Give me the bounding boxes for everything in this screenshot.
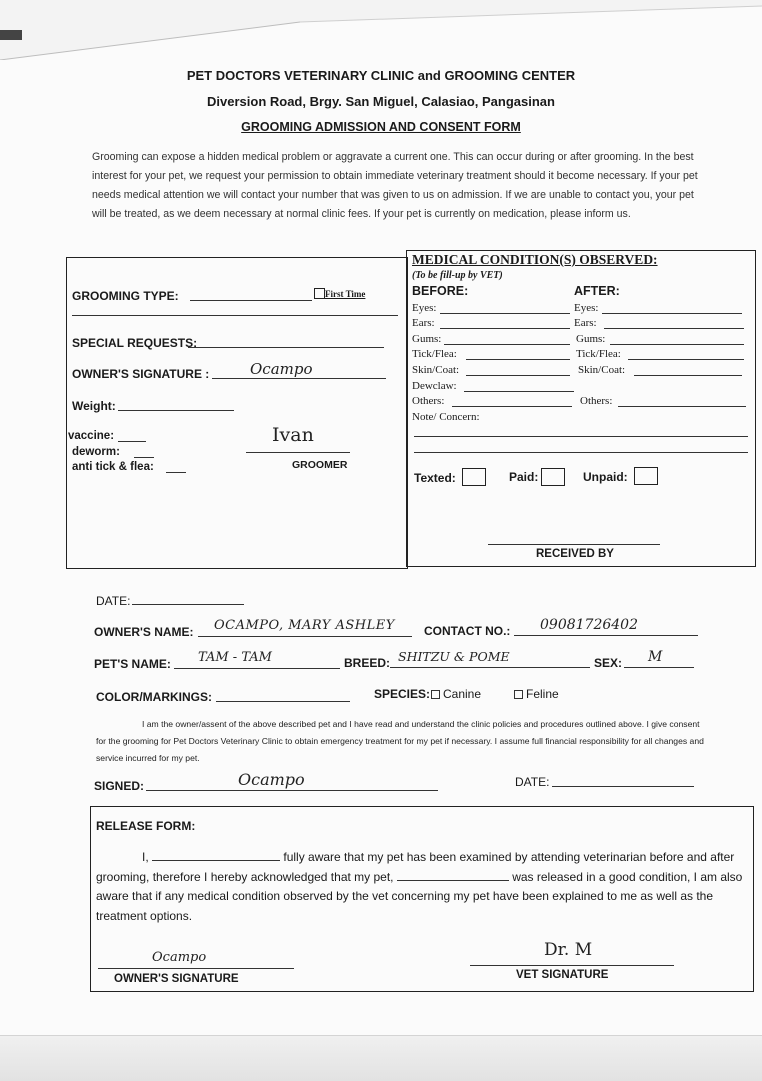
after-eyes: Eyes: [574,302,599,314]
groomer-label: GROOMER [292,459,348,471]
consent-text-1: I am the owner/assent of the above described pet and I have read and understand the clinic policies and procedures outlined above. [142,719,645,729]
unpaid-checkbox[interactable] [634,467,658,485]
first-time-checkbox[interactable] [314,288,325,299]
feline-option[interactable] [514,687,559,701]
weight-field[interactable] [118,410,234,411]
after-ears: Ears: [574,317,597,329]
note-concern-line-1[interactable] [414,436,748,437]
after-eyes-field[interactable] [602,313,742,314]
paid-label: Paid: [509,470,539,484]
canine-checkbox[interactable] [431,690,440,699]
breed-label: BREED: [344,656,391,670]
grooming-type-label: GROOMING TYPE: [72,289,179,303]
signed-label: SIGNED: [94,779,145,793]
consent-date-field[interactable] [552,786,694,787]
texted-checkbox[interactable] [462,468,486,486]
before-eyes-field[interactable] [440,313,570,314]
release-text-c: was released in a good condition, I am also aware that if any medical condition observed by the vet concerning my pet have been explained to me as well as the treatment options. [96,869,743,923]
scan-bottom-edge [0,1035,762,1081]
canine-label: Canine [443,687,482,701]
sex-field[interactable] [624,667,694,668]
owner-name-field[interactable] [198,636,412,637]
contact-field[interactable] [514,635,698,636]
clinic-name: PET DOCTORS VETERINARY CLINIC and GROOMING CENTER [186,68,576,83]
consent-paragraph [96,716,706,767]
unpaid-label: Unpaid: [583,470,628,484]
release-owner-signature-label: OWNER'S SIGNATURE [114,973,239,985]
before-others-field[interactable] [452,406,572,407]
date-label: DATE: [96,594,131,608]
release-owner-signature: Ocampo [152,950,207,965]
signed-value: Ocampo [238,770,305,789]
release-text-a: I, [142,850,149,864]
feline-checkbox[interactable] [514,690,523,699]
before-gums-field[interactable] [444,344,570,345]
note-concern-line-2[interactable] [414,452,748,453]
color-markings-field[interactable] [216,701,350,702]
vet-signature-label: VET SIGNATURE [516,969,609,981]
canine-option[interactable] [431,687,481,701]
before-eyes: Eyes: [412,302,437,314]
release-text-b: fully aware that my pet has been examined by attending veterinarian before and after grooming, therefore I hereby acknowledged that my pet, [96,850,735,884]
pet-name-value: TAM - TAM [198,650,272,665]
special-requests-label: SPECIAL REQUESTS: [72,336,198,350]
release-paragraph [96,848,752,926]
grooming-box [66,257,408,569]
after-tickflea-field[interactable] [628,359,744,360]
antitick-field[interactable] [166,472,186,473]
date-field[interactable] [132,604,244,605]
before-dewclaw-field[interactable] [464,391,574,392]
weight-label: Weight: [72,399,116,413]
after-skincoat-field[interactable] [634,375,742,376]
after-others: Others: [580,395,613,407]
contact-value: 09081726402 [540,617,638,633]
feline-label: Feline [526,687,559,701]
groomer-signature: Ivan [272,424,314,446]
before-gums: Gums: [412,333,442,345]
after-gums: Gums: [576,333,606,345]
clinic-address: Diversion Road, Brgy. San Miguel, Calasiao, Pangasinan [207,94,555,109]
received-by-field[interactable] [488,544,660,545]
vet-signature-field[interactable] [470,965,674,966]
after-skincoat: Skin/Coat: [578,364,626,376]
release-owner-signature-field[interactable] [98,968,294,969]
note-concern-label: Note/ Concern: [412,411,480,423]
before-tickflea-field[interactable] [466,359,570,360]
form-title: GROOMING ADMISSION AND CONSENT FORM [241,120,521,134]
groomer-field[interactable] [246,452,350,453]
after-gums-field[interactable] [610,344,744,345]
species-label: SPECIES: [374,687,431,701]
owner-signature-label: OWNER'S SIGNATURE : [72,367,210,381]
color-markings-label: COLOR/MARKINGS: [96,690,212,704]
before-label: BEFORE: [412,284,469,298]
owner-signature-field[interactable] [212,378,386,379]
deworm-label: deworm: [72,446,120,458]
sex-value: M [648,649,663,665]
release-title: RELEASE FORM: [96,819,196,833]
before-others: Others: [412,395,445,407]
vet-signature: Dr. M [544,940,593,960]
after-label: AFTER: [574,284,620,298]
consent-text-2: I give consent for the grooming for Pet Doctors Veterinary Clinic to obtain emergency treatment for my pet if necessary. I assume full financial responsibility for all changes and service incurred for my pet. [96,719,704,763]
pet-name-field[interactable] [174,668,340,669]
after-others-field[interactable] [618,406,746,407]
grooming-type-field[interactable] [190,300,312,301]
owner-name-label: OWNER'S NAME: [94,625,194,639]
owner-name-value: OCAMPO, MARY ASHLEY [214,618,395,633]
owner-signature-value: Ocampo [250,360,313,378]
signed-field[interactable] [146,790,438,791]
sex-label: SEX: [594,656,623,670]
intro-paragraph: Grooming can expose a hidden medical problem or aggravate a current one. This can occur during or after grooming. In the best interest for your pet, we request your permission to obtain immediate veterinary treatment should it become necessary. If your pet needs medical attention we will contact your number that was given to us on admission. If we are unable to contact you, your pet will be treated, as we deem necessary at normal clinic fees. If your pet is currently on medication, please inform us. [92,151,698,220]
before-tickflea: Tick/Flea: [412,348,457,360]
release-pet-name-field[interactable] [397,868,509,881]
breed-field[interactable] [390,667,590,668]
texted-label: Texted: [414,471,456,485]
grooming-type-line-2[interactable] [72,315,398,316]
vaccine-field[interactable] [118,441,146,442]
breed-value: SHITZU & POME [398,649,510,664]
medical-title: MEDICAL CONDITION(S) OBSERVED: [412,252,658,267]
release-owner-name-field[interactable] [152,848,280,861]
vaccine-label: vaccine: [68,430,115,442]
after-tickflea: Tick/Flea: [576,348,621,360]
before-skincoat-field[interactable] [466,375,570,376]
first-time-label: First Time [325,289,366,299]
paid-checkbox[interactable] [541,468,565,486]
pet-name-label: PET'S NAME: [94,657,171,671]
deworm-field[interactable] [134,457,154,458]
special-requests-field[interactable] [188,347,384,348]
paper-fold-edge [0,0,762,60]
medical-subtitle: (To be fill-up by VET) [412,270,503,281]
before-ears: Ears: [412,317,435,329]
before-skincoat: Skin/Coat: [412,364,460,376]
before-ears-field[interactable] [440,328,570,329]
received-by-label: RECEIVED BY [536,548,614,560]
contact-label: CONTACT NO.: [424,624,511,638]
before-dewclaw: Dewclaw: [412,380,457,392]
consent-date-label: DATE: [515,775,550,789]
antitick-label: anti tick & flea: [72,461,154,473]
after-ears-field[interactable] [604,328,744,329]
